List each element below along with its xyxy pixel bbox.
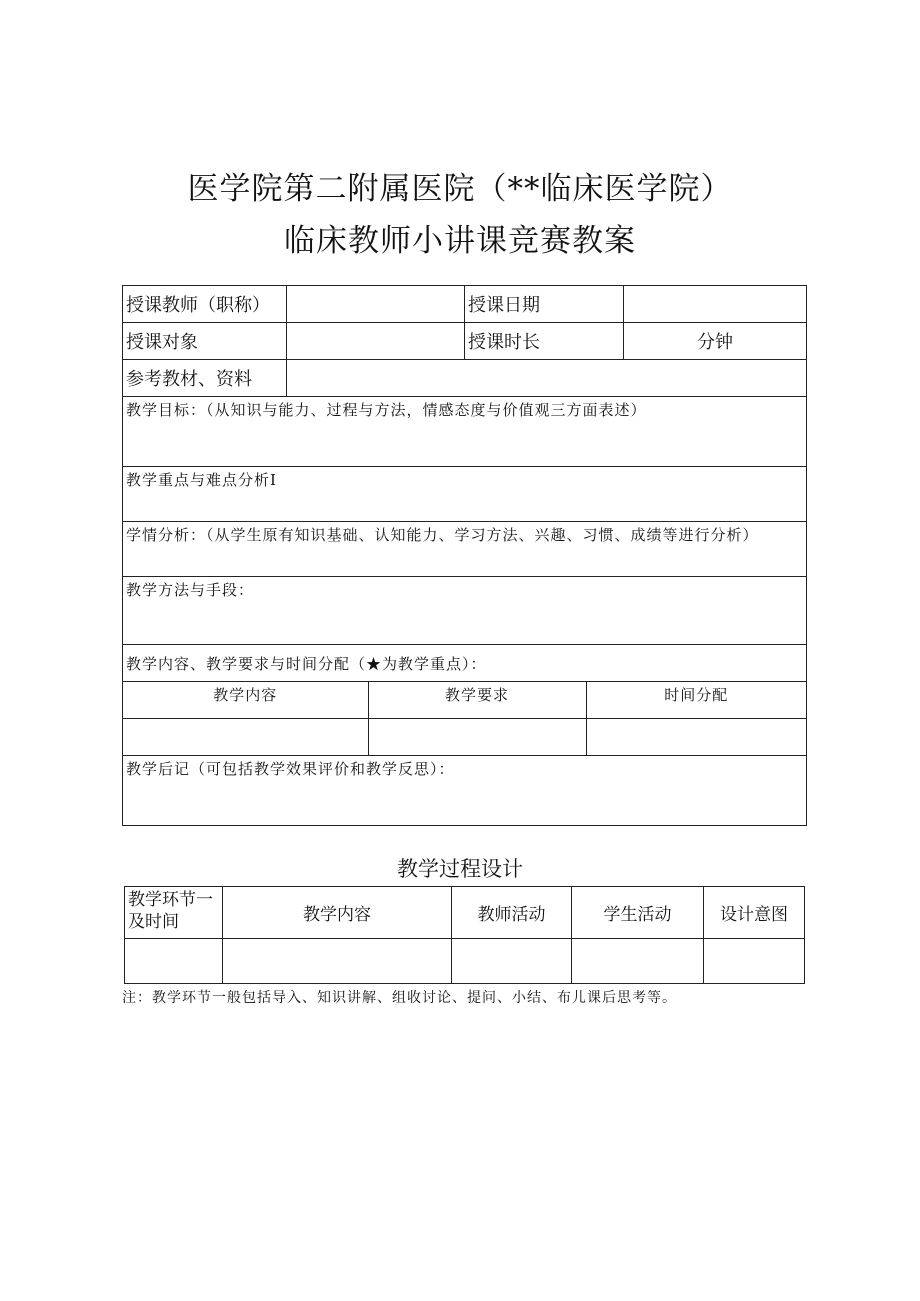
process-header-student-activity: 学生活动 xyxy=(572,887,704,939)
duration-field[interactable]: 分钟 xyxy=(624,323,807,360)
content-header-requirements: 教学要求 xyxy=(368,682,586,718)
materials-field[interactable] xyxy=(287,360,807,397)
process-header-stage: 教学环节一及时间 xyxy=(125,887,223,939)
materials-label: 参考教材、资料 xyxy=(123,360,287,397)
document-title-line1: 医学院第二附属医院（**临床医学院） xyxy=(187,171,733,207)
key-points-field[interactable]: 教学重点与难点分析I xyxy=(123,467,807,522)
duration-label: 授课时长 xyxy=(465,323,624,360)
process-note: 注：教学环节一般包括导入、知识讲解、组收讨论、提问、小结、布儿课后思考等。 xyxy=(122,990,677,1006)
audience-field[interactable] xyxy=(287,323,465,360)
content-header-time: 时间分配 xyxy=(586,682,806,718)
lesson-plan-table xyxy=(122,285,807,826)
objectives-field[interactable]: 教学目标：（从知识与能力、过程与方法，情感态度与价值观三方面表述） xyxy=(123,397,807,467)
date-field[interactable] xyxy=(624,286,807,323)
process-design-table xyxy=(124,886,805,984)
process-intent-cell[interactable] xyxy=(704,939,805,984)
process-design-title: 教学过程设计 xyxy=(397,857,523,881)
content-section-label: 教学内容、教学要求与时间分配（★为教学重点）： xyxy=(123,645,807,682)
audience-label: 授课对象 xyxy=(123,323,287,360)
document-title-line2: 临床教师小讲课竞赛教案 xyxy=(284,223,636,259)
date-label: 授课日期 xyxy=(465,286,624,323)
process-stage-cell[interactable] xyxy=(125,939,223,984)
requirements-cell[interactable] xyxy=(368,718,586,755)
teacher-label: 授课教师（职称） xyxy=(123,286,287,323)
methods-field[interactable]: 教学方法与手段： xyxy=(123,577,807,645)
process-header-content: 教学内容 xyxy=(223,887,452,939)
content-header-content: 教学内容 xyxy=(123,682,368,718)
process-student-cell[interactable] xyxy=(572,939,704,984)
reflection-field[interactable]: 教学后记（可包括教学效果评价和教学反思）： xyxy=(123,756,807,826)
content-cell[interactable] xyxy=(123,718,368,755)
process-header-teacher-activity: 教师活动 xyxy=(452,887,572,939)
content-subtable xyxy=(123,682,806,755)
process-content-cell[interactable] xyxy=(223,939,452,984)
process-header-design-intent: 设计意图 xyxy=(704,887,805,939)
learner-analysis-field[interactable]: 学情分析：（从学生原有知识基础、认知能力、学习方法、兴趣、习惯、成绩等进行分析） xyxy=(123,522,807,577)
time-cell[interactable] xyxy=(586,718,806,755)
process-teacher-cell[interactable] xyxy=(452,939,572,984)
teacher-field[interactable] xyxy=(287,286,465,323)
